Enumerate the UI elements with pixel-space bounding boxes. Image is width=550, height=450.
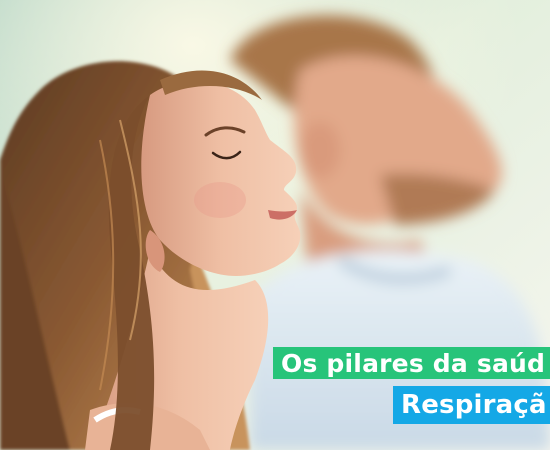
caption-title: Os pilares da saúd	[273, 347, 550, 379]
caption-subtitle: Respiraçã	[393, 386, 550, 424]
